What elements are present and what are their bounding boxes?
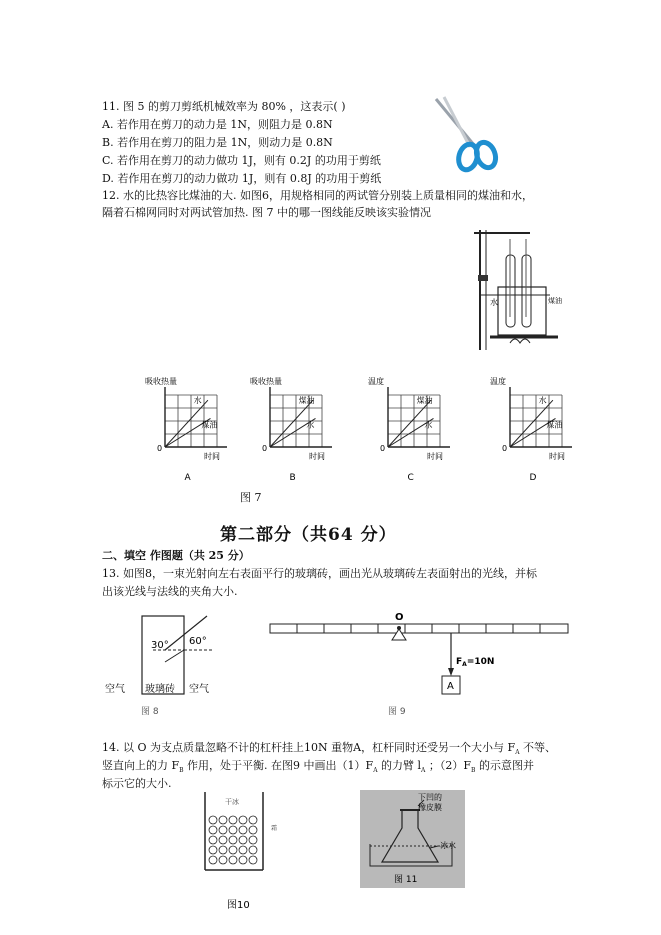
q11-stem: 11. 图 5 的剪刀剪纸机械效率为 80% ，这表示( ) (102, 100, 346, 113)
y-axis-label: 吸收热量 (250, 377, 282, 386)
upper-line-label: 煤油 (416, 395, 433, 405)
q13-line1: 13. 如图8，一束光射向左右表面平行的玻璃砖，画出光从玻璃砖左表面射出的光线，并标 (102, 567, 537, 580)
q11-option-c: C. 若作用在剪刀的动力做功 1J，则有 0.2J 的功用于剪纸 (102, 154, 381, 167)
fig6-label-water: 水 (490, 298, 498, 307)
y-axis-label: 吸收热量 (145, 377, 177, 386)
lower-line-label: 煤油 (201, 420, 218, 430)
fig11-label-concave: 下凹的 (418, 793, 442, 802)
part2-title: 第二部分（共64 分） (220, 525, 397, 545)
fig7-graph-d (490, 372, 595, 482)
q12-line1: 12. 水的比热容比煤油的大. 如图6，用规格相同的两试管分别装上质量相同的煤油和水， (102, 189, 533, 202)
q11-option-a: A. 若作用在剪刀的动力是 1N，则阻力是 0.8N (102, 118, 333, 131)
fig10-caption: 图10 (227, 900, 250, 911)
fig7-graph-a (145, 372, 250, 482)
fig8-glass-label: 玻璃砖 (145, 684, 175, 695)
fig9-force-label: F (456, 657, 463, 667)
q11-option-b: B. 若作用在剪刀的阻力是 1N，则动力是 0.8N (102, 136, 333, 149)
figure-8-glass-brick (105, 612, 225, 722)
x-axis-label: 时间 (549, 452, 565, 461)
graph-letter: D (529, 473, 537, 482)
lower-line-label: 水 (306, 420, 315, 430)
q14-line3: 标示它的大小. (102, 777, 172, 790)
svg-text:FA=10N: $F_A=10N$ (456, 657, 495, 668)
origin-label: 0 (262, 444, 268, 453)
fig10-frost-label: 霜 (271, 825, 278, 832)
lower-line-label: 水 (424, 420, 433, 430)
fig8-angle-60: 60° (189, 636, 207, 647)
figure-9-lever (262, 612, 582, 722)
upper-line-label: 水 (538, 395, 547, 405)
fig11-caption: 图 11 (394, 875, 418, 885)
origin-label: 0 (380, 444, 386, 453)
q13-line2: 出该光线与法线的夹角大小. (102, 585, 238, 598)
fig7-graph-c (368, 372, 473, 482)
graph-letter: B (289, 473, 296, 482)
fig11-label-membrane: 橡皮膜 (418, 803, 442, 812)
upper-line-label: 水 (193, 395, 202, 405)
fig6-label-kerosene: 煤油 (548, 297, 562, 305)
scissors-image (430, 95, 500, 180)
x-axis-label: 时间 (309, 452, 325, 461)
figure-7-caption: 图 7 (240, 491, 262, 504)
fig10-dry-ice-label: 干冰 (225, 798, 239, 806)
fig9-block-label: A (447, 681, 454, 692)
graph-letter: C (407, 473, 414, 482)
graph-letter: A (184, 473, 191, 482)
origin-label: 0 (502, 444, 508, 453)
figure-6-apparatus (470, 225, 570, 355)
fig8-caption: 图 8 (141, 707, 159, 717)
x-axis-label: 时间 (427, 452, 443, 461)
fig8-air-left: 空气 (105, 684, 125, 695)
q14-line2: 竖直向上的力 $F_B$ 作用，处于平衡. 在图9 中画出$(1)F_A$ 的力臂 $l_A$ ；$(2)F_B$ 的示意图并 (102, 759, 534, 775)
fig9-caption: 图 9 (388, 707, 406, 717)
q12-line2: 隔着石棉网同时对两试管加热. 图 7 中的哪一图线能反映该实验情况 (102, 206, 431, 219)
fig11-label-icewater: 冰水 (440, 841, 456, 850)
q11-option-d: D. 若作用在剪刀的动力做功 1J，则有 0.8J 的功用于剪纸 (102, 172, 382, 185)
fig9-pivot-label: O (395, 612, 404, 623)
y-axis-label: 温度 (490, 377, 506, 386)
section-title: 二、填空 作图题（共 25 分） (102, 549, 250, 562)
y-axis-label: 温度 (368, 377, 384, 386)
q14-line1: 14. 以 O 为支点质量忽略不计的杠杆挂上10N 重物A，杠杆同时还受另一个大小与 $F_A$ 不等、 (102, 741, 557, 757)
figure-10-dry-ice-can (195, 790, 295, 915)
fig8-air-right: 空气 (189, 684, 209, 695)
lower-line-label: 煤油 (546, 420, 563, 430)
x-axis-label: 时间 (204, 452, 220, 461)
figure-11-photo (360, 790, 465, 888)
fig7-graph-b (250, 372, 355, 482)
upper-line-label: 煤油 (298, 395, 315, 405)
fig8-angle-30: 30° (151, 640, 169, 651)
origin-label: 0 (157, 444, 163, 453)
